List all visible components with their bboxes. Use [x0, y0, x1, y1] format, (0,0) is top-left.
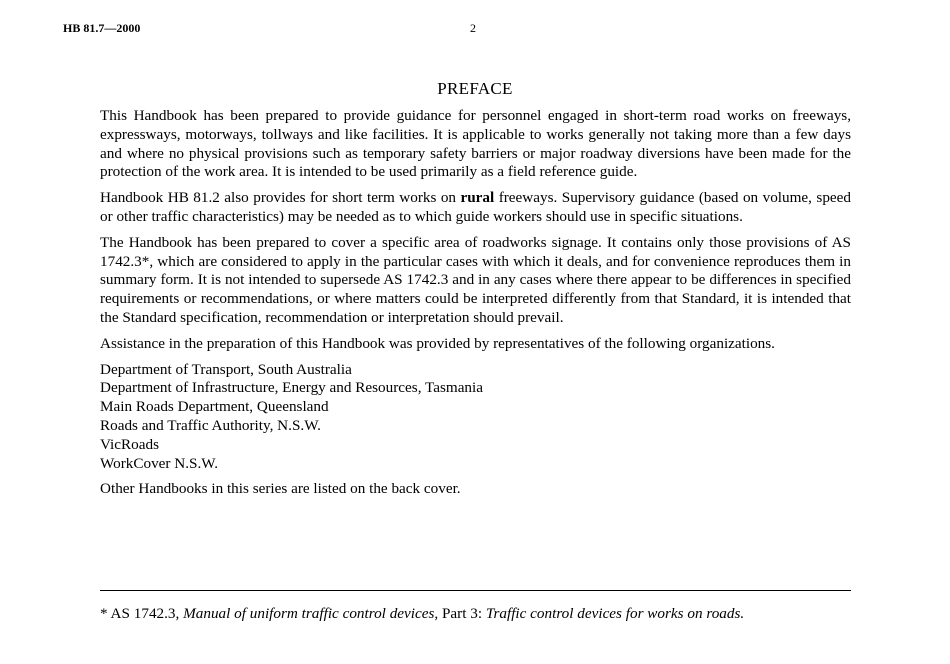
organization-item: WorkCover N.S.W.: [100, 454, 219, 472]
organization-item: VicRoads: [100, 435, 159, 453]
page-title: PREFACE: [437, 79, 513, 98]
organization-item: Department of Transport, South Australia: [100, 360, 352, 378]
paragraph-scope: The Handbook has been prepared to cover a specific area of roadworks signage. It contains only those provisions of AS 1742.3*, which are considered to apply in the particular cases with which it deals, and for convenience reproduces them in summary form. It is not intended to supersede AS 1742.3 and in any cases where there appear to be differences in specified requirements or recommendations, or where matters could be interpreted differently from that Standard, it is intended that the Standard specification, recommendation or interpretation should prevail.: [100, 233, 851, 326]
paragraph-purpose: This Handbook has been prepared to provide guidance for personnel engaged in short-term road works on freeways, expressways, motorways, tollways and like facilities. It is applicable to works generally not taking more than a few days and where no physical provisions such as temporary safety barriers or major roadway diversions have been made for the protection of the work area. It is intended to be used primarily as a field reference guide.: [100, 107, 851, 181]
preface-body: [100, 107, 851, 506]
paragraph-related-handbook: [100, 189, 851, 227]
page-number: 2: [470, 21, 476, 35]
footnote: [100, 605, 851, 624]
organization-list: [100, 361, 851, 474]
paragraph-text-before: Handbook HB 81.2 also provides for short term works on: [100, 189, 461, 207]
document-id: HB 81.7—2000: [63, 21, 141, 35]
paragraph-assistance: Assistance in the preparation of this Handbook was provided by representatives of the following organizations.: [100, 334, 775, 352]
footnote-part-title: Traffic control devices for works on roads.: [485, 605, 745, 622]
footnote-standard-title: Manual of uniform traffic control devices: [183, 605, 435, 622]
paragraph-text-after: freeways. Supervisory guidance (based on volume, speed or other traffic characteristics) may be needed as to which guide workers should use in specific situations.: [100, 189, 851, 225]
footnote-middle: , Part 3:: [434, 605, 486, 622]
emphasis-rural: rural: [460, 189, 495, 207]
organization-item: Department of Infrastructure, Energy and Resources, Tasmania: [100, 379, 483, 397]
organization-item: Roads and Traffic Authority, N.S.W.: [100, 416, 321, 434]
organization-item: Main Roads Department, Queensland: [100, 398, 329, 416]
footnote-prefix: * AS 1742.3,: [100, 605, 184, 622]
footnote-divider: [100, 590, 851, 591]
paragraph-other-handbooks: Other Handbooks in this series are listed on the back cover.: [100, 480, 461, 498]
